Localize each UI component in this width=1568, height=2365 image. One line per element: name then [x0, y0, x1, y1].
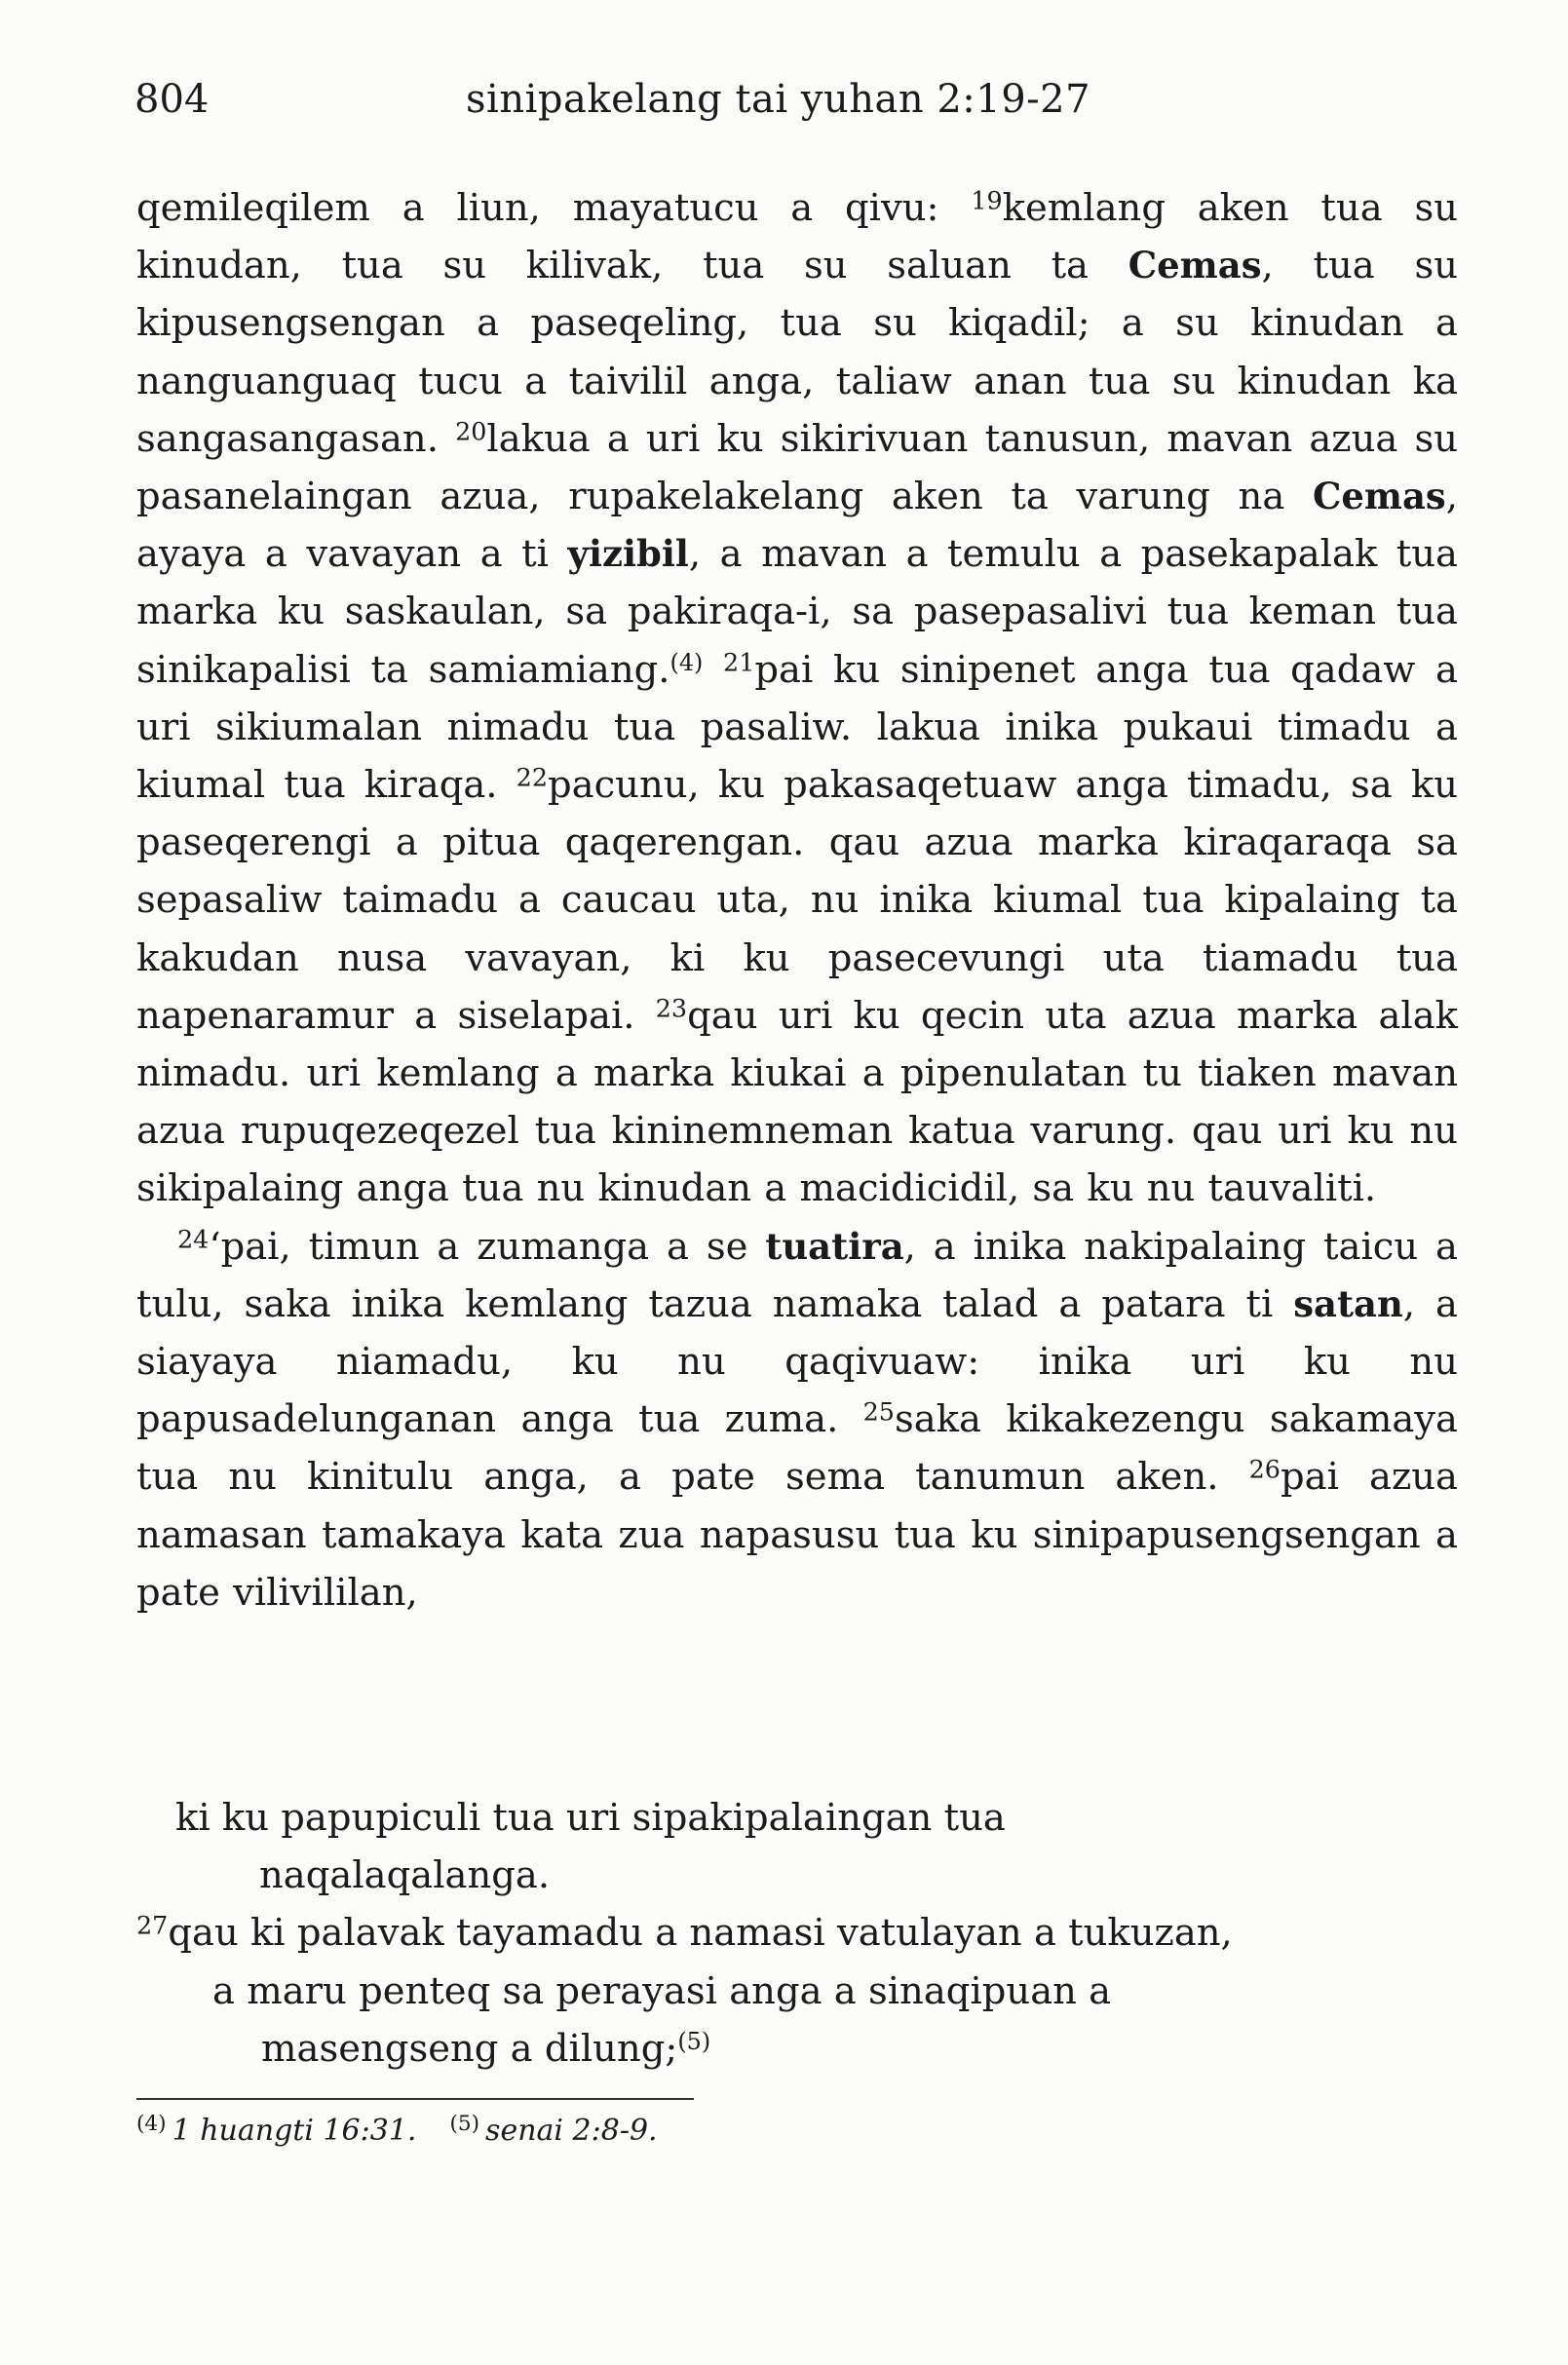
page-number: 804 [134, 77, 210, 122]
verse-number: 24 [177, 1224, 210, 1254]
verse-number: 20 [455, 416, 487, 446]
bold-term: tuatira [765, 1224, 904, 1268]
text-run: lakua a uri ku sikirivuan tanusun, mavan azua su pasanelaingan azua, rupakelakelang aken ta varung na [136, 416, 1458, 519]
text-run: pai ku sinipenet anga tua qadaw a uri sikiumalan nimadu tua pasaliw. lakua inika pukaui timadu a kiumal tua kiraqa. [136, 647, 1458, 808]
text-run: , ayaya a vavayan a ti [136, 475, 1458, 577]
text-run: ‘pai, timun a zumanga a se [209, 1224, 766, 1269]
poetry-block [136, 1789, 1458, 2078]
verse-number: 26 [1248, 1455, 1281, 1485]
footnote-ref-4[interactable]: (4) [669, 648, 704, 676]
text-run: saka kikakezengu sakamaya tua nu kinitulu anga, a pate sema tanumun aken. [136, 1397, 1458, 1500]
poetry-line [136, 1904, 1458, 1962]
footnote-divider [136, 2098, 694, 2100]
running-head [134, 70, 1450, 129]
bold-term: Cemas [1312, 475, 1446, 518]
text-run: kemlang aken tua su kinudan, tua su kilivak, tua su saluan ta [136, 186, 1459, 288]
text-run: qemileqilem a liun, mayatucu a qivu: [136, 186, 972, 230]
verse-number: 27 [136, 1910, 169, 1940]
text-run: pacunu, ku pakasaqetuaw anga timadu, sa ku paseqerengi a pitua qaqerengan. qau azua marka kiraqaraqa sa sepasaliw taimadu a caucau uta, nu inika kiumal tua kipalaing ta kakudan nusa vavayan, ki ku pasecevungi uta tiamadu tua napenaramur a siselapai. [136, 763, 1458, 1038]
poetry-line [136, 1963, 1458, 2020]
body-text [136, 179, 1458, 1621]
bold-term: satan [1293, 1281, 1403, 1325]
footnote-text-5: senai 2:8-9. [485, 2114, 658, 2148]
verse-number: 23 [655, 993, 688, 1023]
verse-number: 25 [862, 1396, 895, 1427]
poetry-line: naqalaqalanga. [259, 1853, 551, 1898]
footnotes [136, 2108, 658, 2155]
text-run: pai azua namasan tamakaya kata zua napasusu tua ku sinipapusengsengan a pate vilivililan, [136, 1455, 1458, 1615]
paragraph-verses-24-26 [136, 1218, 1458, 1621]
text-run: , a mavan a temulu a pasekapalak tua marka ku saskaulan, sa pakiraqa-i, sa pasepasalivi tua keman tua sinikapalisi ta samiamiang. [136, 532, 1458, 692]
footnote-ref-5[interactable]: (5) [677, 2027, 711, 2055]
poetry-line: ki ku papupiculi tua uri sipakipalaingan tua [175, 1796, 1006, 1840]
poetry-line [136, 2020, 1458, 2078]
text-run: a maru penteq sa perayasi anga a sinaqipuan a [212, 1968, 1112, 2013]
text-run: , a inika nakipalaing taicu a tulu, saka inika kemlang tazua namaka talad a patara ti [136, 1224, 1458, 1326]
footnote-text-4: 1 huangti 16:31. [172, 2114, 417, 2148]
bold-term: Cemas [1128, 244, 1262, 287]
text-run: qau uri ku qecin uta azua marka alak nimadu. uri kemlang a marka kiukai a pipenulatan tu tiaken mavan azua rupuqezeqezel tua kininemneman katua varung. qau uri ku nu sikipalaing anga tua nu kinudan a macidicidil, sa ku nu tauvaliti. [136, 993, 1458, 1211]
bold-term: yizibil [567, 532, 689, 576]
running-title: sinipakelang tai yuhan 2:19-27 [466, 77, 1091, 122]
footnote-mark-5: (5) [449, 2112, 480, 2137]
text-run: , a siayaya niamadu, ku nu qaqivuaw: inika uri ku nu papusadelunganan anga tua zuma. [136, 1281, 1458, 1442]
verse-number: 19 [971, 185, 1003, 215]
text-run: , tua su kipusengsengan a paseqeling, tua su kiqadil; a su kinudan a nanguanguaq tucu a taivilil anga, taliaw anan tua su kinudan ka sangasangasan. [136, 244, 1458, 461]
text-run: masengseng a dilung; [261, 2026, 678, 2071]
verse-number: 22 [516, 762, 548, 792]
text-run: qau ki palavak tayamadu a namasi vatulayan a tukuzan, [168, 1911, 1233, 1956]
footnote-mark-4: (4) [136, 2112, 167, 2137]
paragraph-verses-18-23 [136, 179, 1458, 1218]
verse-number: 21 [723, 647, 755, 677]
